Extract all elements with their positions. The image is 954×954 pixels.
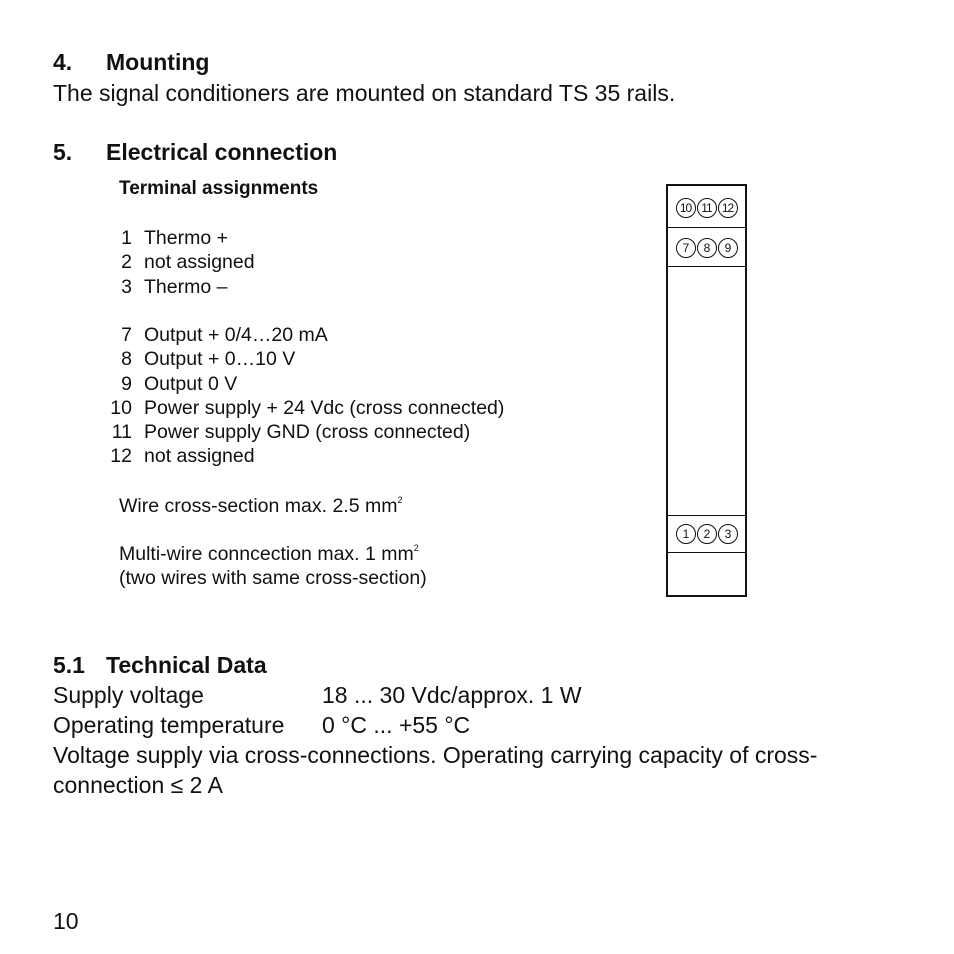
terminal-number: 10 bbox=[110, 396, 132, 419]
terminal-circle: 1 bbox=[676, 524, 696, 544]
terminal-circle: 11 bbox=[697, 198, 717, 218]
heading-technical-data bbox=[53, 650, 267, 680]
terminal-circle: 7 bbox=[676, 238, 696, 258]
terminal-row bbox=[107, 275, 255, 299]
tech-row bbox=[53, 680, 582, 710]
wire-note-text: Wire cross-section max. 2.5 mm bbox=[119, 495, 398, 517]
terminal-row bbox=[107, 226, 255, 250]
mounting-text: The signal conditioners are mounted on standard TS 35 rails. bbox=[53, 80, 676, 106]
heading-number: 5. bbox=[53, 139, 73, 165]
terminal-list-group2 bbox=[107, 323, 504, 469]
technical-data-table bbox=[53, 680, 582, 740]
terminal-row bbox=[107, 372, 504, 396]
terminal-label: Thermo – bbox=[144, 275, 228, 298]
tech-label: Operating temperature bbox=[53, 712, 285, 738]
terminal-row bbox=[107, 250, 255, 274]
terminal-label: Output + 0…10 V bbox=[144, 348, 296, 371]
multiwire-note-line2: (two wires with same cross-section) bbox=[119, 567, 427, 590]
terminal-circle: 3 bbox=[718, 524, 738, 544]
terminal-circle: 2 bbox=[697, 524, 717, 544]
terminal-number: 1 bbox=[121, 227, 132, 249]
terminal-row bbox=[107, 396, 504, 420]
terminal-number: 8 bbox=[121, 348, 132, 371]
terminal-block-diagram bbox=[666, 184, 747, 597]
terminal-label: not assigned bbox=[144, 445, 255, 468]
terminal-row bbox=[107, 444, 504, 468]
heading-electrical bbox=[53, 137, 337, 167]
diagram-divider bbox=[668, 266, 745, 267]
terminal-circle: 10 bbox=[676, 198, 696, 218]
terminal-number: 11 bbox=[111, 421, 132, 444]
terminal-row-middle bbox=[670, 238, 743, 258]
technical-text-line2: connection ≤ 2 A bbox=[53, 772, 223, 798]
heading-number: 5.1 bbox=[53, 652, 85, 678]
heading-mounting bbox=[53, 47, 209, 77]
terminal-label: not assigned bbox=[144, 251, 255, 274]
terminal-label: Power supply + 24 Vdc (cross connected) bbox=[144, 396, 505, 419]
terminal-label: Output + 0/4…20 mA bbox=[144, 324, 328, 346]
diagram-divider bbox=[668, 552, 745, 553]
terminal-number: 3 bbox=[121, 275, 132, 298]
terminal-circle: 9 bbox=[718, 238, 738, 258]
tech-value: 18 ... 30 Vdc/approx. 1 W bbox=[322, 682, 582, 708]
terminal-row-top bbox=[670, 198, 743, 218]
terminal-label: Power supply GND (cross connected) bbox=[144, 421, 471, 444]
tech-row bbox=[53, 710, 582, 740]
terminal-number: 7 bbox=[121, 324, 132, 346]
multi-wire-note bbox=[119, 542, 427, 591]
multiwire-note-text: Multi-wire conncection max. 1 mm bbox=[119, 543, 414, 565]
wire-cross-section-note bbox=[119, 494, 402, 518]
terminal-circle: 8 bbox=[697, 238, 717, 258]
page-number: 10 bbox=[53, 908, 79, 934]
subheading-terminal-assignments: Terminal assignments bbox=[119, 178, 319, 199]
heading-title: Electrical connection bbox=[106, 139, 338, 165]
terminal-circle: 12 bbox=[718, 198, 738, 218]
terminal-number: 12 bbox=[110, 445, 132, 468]
terminal-label: Thermo + bbox=[144, 227, 228, 249]
diagram-divider bbox=[668, 515, 745, 516]
diagram-divider bbox=[668, 227, 745, 228]
terminal-row-bottom bbox=[670, 524, 743, 544]
tech-value: 0 °C ... +55 °C bbox=[322, 712, 471, 738]
terminal-number: 2 bbox=[121, 251, 132, 274]
heading-title: Mounting bbox=[106, 49, 210, 75]
terminal-row bbox=[107, 347, 504, 371]
multiwire-note-superscript: 2 bbox=[413, 543, 419, 553]
wire-note-superscript: 2 bbox=[397, 495, 403, 505]
tech-label: Supply voltage bbox=[53, 682, 204, 708]
heading-title: Technical Data bbox=[106, 652, 267, 678]
technical-text-line1: Voltage supply via cross-connections. Operating carrying capacity of cross- bbox=[53, 742, 818, 768]
terminal-number: 9 bbox=[121, 372, 132, 395]
terminal-row bbox=[107, 420, 504, 444]
terminal-row bbox=[107, 323, 504, 347]
terminal-list-group1 bbox=[107, 226, 255, 299]
terminal-label: Output 0 V bbox=[144, 372, 238, 395]
heading-number: 4. bbox=[53, 49, 73, 75]
